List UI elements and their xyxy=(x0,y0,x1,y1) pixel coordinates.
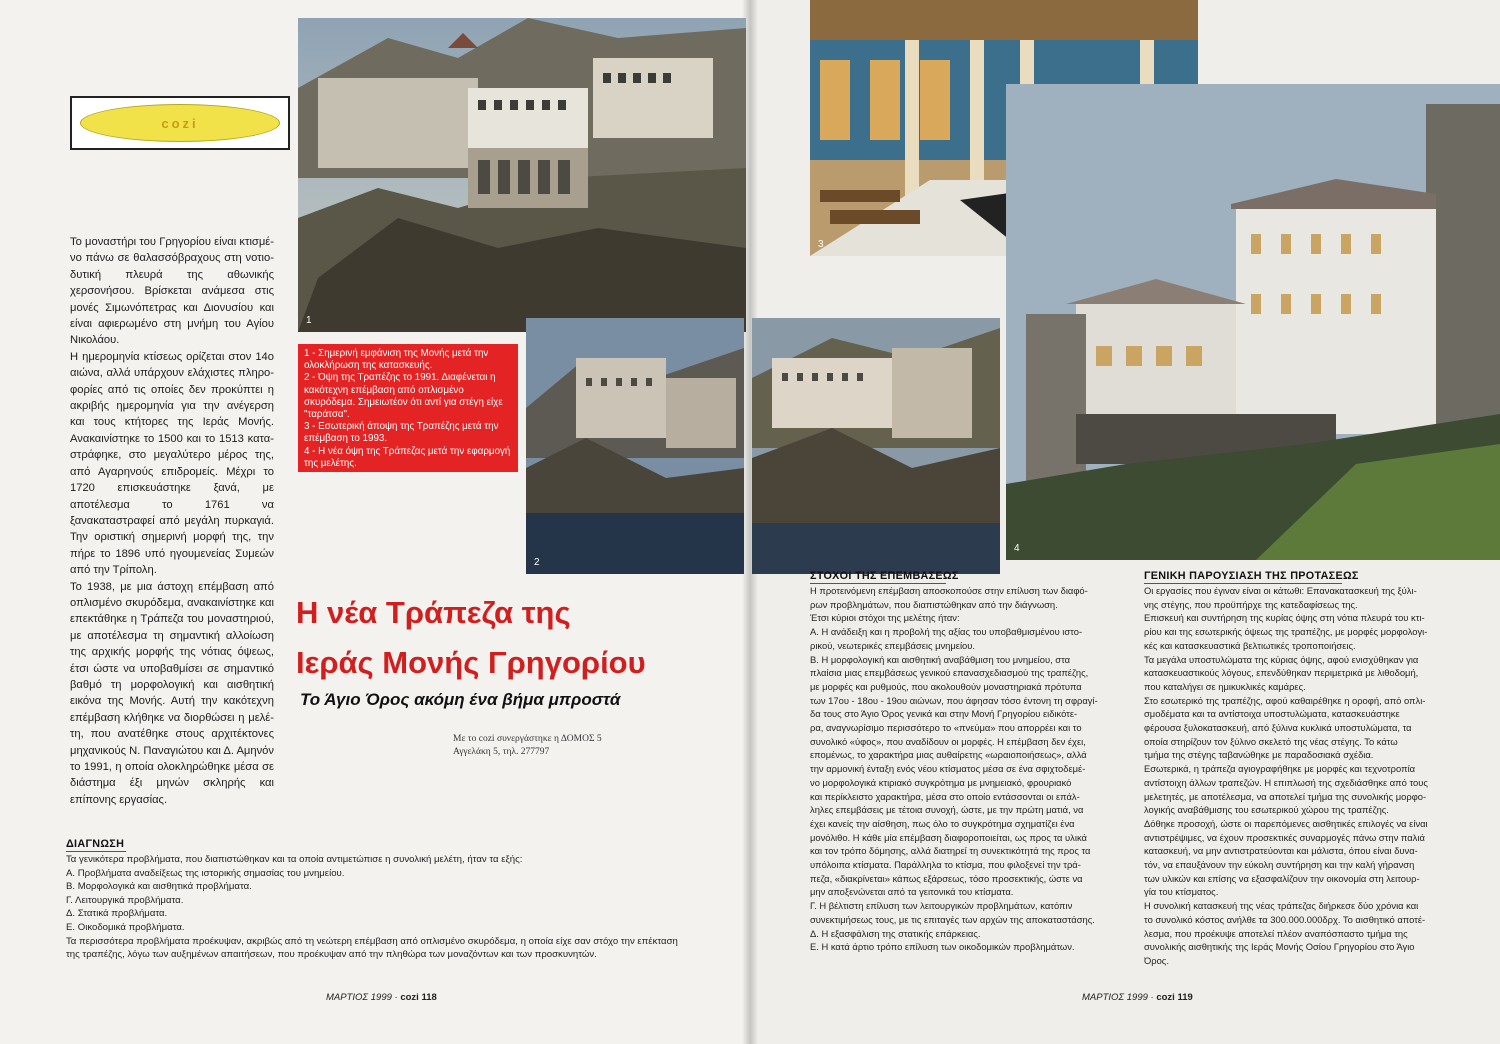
proposal-line: Στο εσωτερικό της τραπέζης, αφού καθαιρέθηκε η οροφή, από οπλι- xyxy=(1144,694,1426,706)
objectives-line: ρικού, νεωτερικές επεμβάσεις μνημείου. xyxy=(810,639,976,651)
diagnosis-line: Β. Μορφολογικά και αισθητικά προβλήματα. xyxy=(66,881,252,893)
proposal-line: γία του κτίσματος. xyxy=(1144,886,1219,898)
photo-captions-box xyxy=(298,344,518,472)
objectives-line: των 17ου - 18ου - 19ου αιώνων, που άφησαν τόσο έντονη τη σφραγί- xyxy=(810,694,1098,706)
proposal-line: Όρος. xyxy=(1144,954,1169,966)
proposal-line: που καταλήγει σε ημικυκλικές καμάρες. xyxy=(1144,680,1306,692)
proposal-line: νης στέγης, που προϋπήρχε της κατεδαφίσεως της. xyxy=(1144,598,1358,610)
objectives-line: συνεκτιμήσεως τους, με τις επιταγές των αρχών της αποκαταστάσης. xyxy=(810,913,1095,925)
photo-old-refectory xyxy=(526,318,744,574)
caption-2: 2 - Όψη της Τραπέζης το 1991. Διαφένεται η κακότεχνη επέμβαση από οπλισμένο σκυρόδεμα. Σημειωτέον ότι αντί για στέγη είχε "ταράτσα". xyxy=(304,372,503,421)
proposal-line: κές και κατασκευαστικά βελτιωτικές τροποποιήσεις. xyxy=(1144,639,1356,651)
objectives-line: πλαίσια μιας επεμβάσεως γενικού επανασχεδιασμού της τραπέζης, xyxy=(810,667,1089,679)
proposal-line: αντιστρέψιμες, να έχουν προσεκτικές συναρμογές πάνω στην παλιά xyxy=(1144,831,1425,843)
intro-paragraph-3: Το 1938, με μια άστοχη επέμβαση από οπλισμένο σκυρόδεμα, ανακαινίστηκε και επεκτάθηκε η Τράπεζα του μοναστηριού, με αποτέλεσμα τη σημαντική αλλοίωση της αρχικής μορφής της νότιας όψεως, έτσι ώστε να υποβαθμίσει σε σημαντικό βαθμό τη μορφολογική και αισθητική εικόνα της Μονής. Αυτή την κακότεχνη επέμβαση κλήθηκε να διορθώσει η μελέ-τη, που ανατέθηκε στους αρχιτέκτονες μηχανικούς Ν. Παναγιώτου και Δ. Αμηνόν το 1991, η οποία ολοκληρώθηκε μέσα σε διάστημα έξι μηνών σκληρής και επίπονης εργασίας. xyxy=(70,580,274,806)
objectives-line: Έτσι κύριοι στόχοι της μελέτης ήταν: xyxy=(810,612,960,624)
diagnosis-line: Τα περισσότερα προβλήματα προέκυψαν, ακριβώς από τη νεώτερη επέμβαση από οπλισμένο σκυρόδεμα, η οποία είχε σαν στόχο την επέκταση xyxy=(66,935,678,947)
proposal-line: οποία στηρίζουν τον ξύλινο σκελετό της νέας στέγης. Το κάτω xyxy=(1144,735,1398,747)
objectives-line: ρα, αναγνωρίσιμο περισσότερο το «πνεύμα» που απορρέει και το xyxy=(810,722,1082,734)
intro-paragraph-1: Το μοναστήρι του Γρηγορίου είναι κτισμέ-νο πάνω σε θαλασσόβραχους στη νοτιο-δυτική πλευρά της αθωνικής χερσονήσου. Βρίσκεται ανάμεσα στις μονές Σιμωνόπετρας και Διονυσίου και είναι αφιερωμένο στη μνήμη του Αγίου Νικολάου. xyxy=(70,236,274,347)
proposal-line: αντίστοιχη άλλων τραπεζών. Η επιπλωσή της σχεδιάσθηκε από τους xyxy=(1144,776,1428,788)
diagnosis-line: της τραπέζης, λόγω των αυξημένων απαιτήσεων, που προέκυψαν από την πληθώρα των μοναζόντων και των προσκυνητών. xyxy=(66,949,597,961)
photo-number-3: 3 xyxy=(818,239,824,250)
photo-monastery-exterior xyxy=(298,18,746,332)
diagnosis-line: Ε. Οικοδομικά προβλήματα. xyxy=(66,921,185,933)
proposal-line: κατασκευαστικούς λόγους, επενδύθηκαν περιμετρικά με λιθοδομή, xyxy=(1144,667,1419,679)
headline-line-2: Ιεράς Μονής Γρηγορίου xyxy=(296,645,646,680)
credit-line-1: Με το cozi συνεργάστηκε η ΔΟΜΟΣ 5 xyxy=(453,734,602,744)
photo-new-facade xyxy=(1006,84,1500,560)
proposal-line: φέρουσα ξυλοκατασκευή, από ξύλινα κυκλικά υποστυλώματα, τα xyxy=(1144,722,1412,734)
article-credit xyxy=(453,733,602,759)
objectives-line: με μορφές και ρυθμούς, που ακολουθούν μοναστηριακά πρότυπα xyxy=(810,680,1082,692)
proposal-line: Οι εργασίες που έγιναν είναι οι κάτωθι: Επανακατασκευή της ξύλι- xyxy=(1144,585,1417,596)
objectives-line: υπόλοιπα κτίσματα. Παράλληλα το κτίσμα, που φιλοξενεί την τρά- xyxy=(810,859,1081,871)
footer-left xyxy=(326,992,437,1003)
objectives-line: Γ. Η βέλτιστη επίλυση των λειτουργικών προβλημάτων, κατόπιν xyxy=(810,900,1073,912)
footer-right xyxy=(1082,992,1193,1003)
proposal-line: τόν, να επαυξάνουν την εύκολη συντήρηση και την καλή γήρανση xyxy=(1144,859,1415,871)
logo-oval xyxy=(80,104,280,142)
footer-left-date: ΜΑΡΤΙΟΣ 1999 · xyxy=(326,992,398,1003)
footer-right-page: cozi 119 xyxy=(1156,992,1193,1003)
diagnosis-line: Δ. Στατικά προβλήματα. xyxy=(66,908,168,920)
objectives-line: έχει κανείς την αίσθηση, πως όλο το συγκρότημα σχηματίζει ένα xyxy=(810,817,1075,829)
magazine-logo xyxy=(70,96,290,150)
objectives-line: Β. Η μορφολογική και αισθητική αναβάθμιση του μνημείου, στα xyxy=(810,653,1071,665)
proposal-line: συνολικής αισθητικής της Ιεράς Μονής Οσίου Γρηγορίου στο Άγιο xyxy=(1144,941,1415,953)
article-subheadline: Το Άγιο Όρος ακόμη ένα βήμα μπροστά xyxy=(300,690,621,709)
objectives-line: μην αποξενώνεται από τα γειτονικά του κτίσματα. xyxy=(810,886,1014,898)
intro-paragraph-2: Η ημερομηνία κτίσεως ορίζεται στον 14ο αιώνα, αλλά υπάρχουν ελάχιστες πληρο-φορίες από τις οποίες δεν προκύπτει η ακριβής ημερομηνία για την ανέγερση και τους κτήτορες της Ιεράς Μονής. Ανακαινίστηκε το 1500 και το 1513 κατα-στράφηκε, στο μεγαλύτερο μέρος της, από Αγαρηνούς επιδρομείς. Μέχρι το 1720 επισκευάστηκε ξανά, με αποτέλεσμα το 1761 να ξανακαταστραφεί από μεγάλη πυρκαγιά. Την οριστική σημερινή μορφή της, την πήρε το 1896 υπό ηγουμενείας Συμεών από την Τρίπολη. xyxy=(70,350,274,577)
proposal-line: σμοδέματα και τα αντίστοιχα υποστυλώματα, κατασκευάστηκε xyxy=(1144,708,1400,720)
objectives-line: Ε. Η κατά άρτιο τρόπο επίλυση των οικοδομικών προβλημάτων. xyxy=(810,941,1075,953)
proposal-line: Δόθηκε προσοχή, ώστε οι παρεπόμενες αισθητικές επιλογές να είναι xyxy=(1144,817,1428,829)
proposal-line: λογικής αναβάθμισης του εσωτερικού χώρου της τραπέζης. xyxy=(1144,804,1389,816)
proposal-line: κατασκευή, να μην αντιστρατεύονται και μάλιστα, όπου είναι δυνα- xyxy=(1144,845,1418,857)
proposal-line: Τα μεγάλα υποστυλώματα της κύριας όψης, αφού ενισχύθηκαν για xyxy=(1144,653,1419,665)
proposal-line: τμήμα της στέγης ταβανώθηκε με παραδοσιακά σχέδια. xyxy=(1144,749,1374,761)
photo-monastery-sea-view xyxy=(752,318,1000,574)
objectives-line: επομένως, το χαρακτήρα μιας αυθαίρετης «ωραιοποιήσεως», αλλά xyxy=(810,749,1087,761)
proposal-line: Εσωτερικά, η τράπεζα αγιογραφήθηκε με μορφές και τεχνοτροπία xyxy=(1144,763,1416,775)
objectives-line: ληλες επεμβάσεις με τέτοια συνοχή, ώστε, με την πρώτη ματιά, να xyxy=(810,804,1084,816)
credit-line-2: Αγγελάκη 5, τηλ. 277797 xyxy=(453,747,550,757)
diagnosis-line: Α. Προβλήματα αναδείξεως της ιστορικής σημασίας του μνημείου. xyxy=(66,867,345,879)
objectives-line: δα τους στο Άγιο Όρος γενικά και στην Μονή Γρηγορίου ειδικότε- xyxy=(810,708,1078,720)
objectives-line: μονόλιθο. Η κάθε μία επέμβαση διαφοροποιείται, ως προς τα υλικά xyxy=(810,831,1087,843)
diagnosis-line: Τα γενικότερα προβλήματα, που διαπιστώθηκαν και τα οποία αντιμετώπισε η συνολική μελέτη, ήταν τα εξής: xyxy=(66,854,523,865)
photo-number-1: 1 xyxy=(306,315,312,326)
photo-number-2: 2 xyxy=(534,557,540,568)
caption-4: 4 - Η νέα όψη της Τράπεζας μετά την εφαρμογή της μελέτης. xyxy=(304,445,511,469)
proposal-line: Η συνολική κατασκευή της νέας τράπεζας διήρκεσε δύο χρόνια και xyxy=(1144,900,1419,912)
proposal-line: των υλικών και επίσης να εξασφαλίζουν την οικονομία στη λειτουρ- xyxy=(1144,872,1420,884)
caption-3: 3 - Εσωτερική άποψη της Τραπέζης μετά την επέμβαση το 1993. xyxy=(304,421,499,445)
objectives-line: συνολικό «ύφος», που αναδίδουν οι μορφές. Η επέμβαση δεν έχει, xyxy=(810,735,1086,747)
objectives-line: Η προτεινόμενη επέμβαση αποσκοπούσε στην επίλυση των διαφό- xyxy=(810,585,1088,596)
diagnosis-underline xyxy=(66,851,126,852)
proposal-line: Επισκευή και συντήρηση της κυρίας όψης στη νότια πλευρά του κτι- xyxy=(1144,612,1425,624)
proposal-line: μελετητές, με αποτέλεσμα, να αποτελεί τμήμα της συνολικής μορφο- xyxy=(1144,790,1427,802)
proposal-line: ρίου και της εσωτερικής όψεως της τραπέζης, με μορφές μορφολογι- xyxy=(1144,626,1428,638)
caption-1: 1 - Σημερινή εμφάνιση της Μονής μετά την ολοκλήρωση της κατασκευής. xyxy=(304,348,489,372)
article-headline xyxy=(296,588,716,688)
photo-number-4: 4 xyxy=(1014,543,1020,554)
diagnosis-text xyxy=(66,853,686,962)
footer-left-page: cozi 118 xyxy=(400,992,437,1003)
objectives-line: ρων προβλημάτων, που διαπιστώθηκαν από την διάγνωση. xyxy=(810,598,1058,610)
objectives-line: και περίκλειστο χαρακτήρα, μέσα στο οποίο εντάσσονται οι επάλ- xyxy=(810,790,1080,802)
objectives-line: πεζα, «διακρίνεται» κάπως εξάρσεως, τόσο προσεκτικής, ώστε να xyxy=(810,872,1083,884)
intro-column xyxy=(70,234,274,808)
proposal-text xyxy=(1144,584,1444,968)
footer-right-date: ΜΑΡΤΙΟΣ 1999 · xyxy=(1082,992,1154,1003)
proposal-line: το συνολικό κόστος ανήλθε τα 300.000.000δρχ. Το αισθητικό αποτέ- xyxy=(1144,913,1426,925)
logo-text: cozi xyxy=(161,115,199,131)
proposal-title: ΓΕΝΙΚΗ ΠΑΡΟΥΣΙΑΣΗ ΤΗΣ ΠΡΟΤΑΣΕΩΣ xyxy=(1144,570,1359,582)
diagnosis-title: ΔΙΑΓΝΩΣΗ xyxy=(66,838,125,850)
objectives-text xyxy=(810,584,1132,954)
objectives-line: Α. Η ανάδειξη και η προβολή της αξίας του υποβαθμισμένου ιστο- xyxy=(810,626,1083,638)
objectives-line: την αρμονική ένταξη ενός νέου κτίσματος μέσα σε ένα σφιχτοδεμέ- xyxy=(810,763,1086,775)
objectives-line: Δ. Η εξασφάλιση της στατικής επάρκειας. xyxy=(810,927,981,939)
objectives-line: νο μορφολογικά κτιριακό συγκρότημα με μνημειακό, φρουριακό xyxy=(810,776,1072,788)
diagnosis-line: Γ. Λειτουργικά προβλήματα. xyxy=(66,894,184,906)
objectives-line: και τον τρόπο δόμησης, αλλά διατηρεί τη συνεκτικότητά της προς τα xyxy=(810,845,1091,857)
proposal-line: λεσμα, που προέκυψε αποτελεί πλέον αναπόσπαστο τμήμα της xyxy=(1144,927,1408,939)
headline-line-1: Η νέα Τράπεζα της xyxy=(296,595,571,630)
objectives-title: ΣΤΟΧΟΙ ΤΗΣ ΕΠΕΜΒΑΣΕΩΣ xyxy=(810,570,959,582)
